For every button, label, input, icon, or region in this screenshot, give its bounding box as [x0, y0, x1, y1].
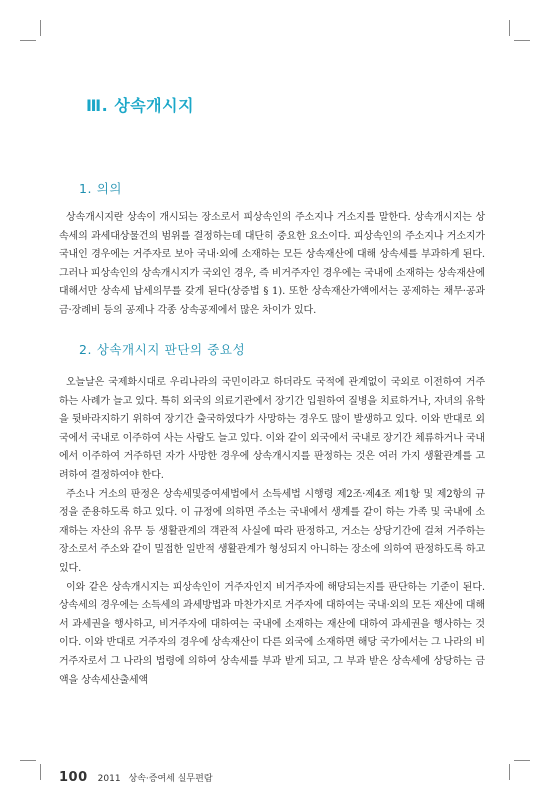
section-body-importance — [59, 374, 485, 690]
footer-year: 2011 — [97, 774, 121, 784]
crop-mark-top-right-v — [509, 20, 510, 36]
crop-mark-bottom-right-v — [509, 764, 510, 780]
page-footer — [59, 770, 213, 785]
paragraph: 주소나 거소의 판정은 상속세및증여세법에서 소득세법 시행령 제2조·제4조 제1항 및 제2항의 규정을 준용하도록 하고 있다. 이 규정에 의하면 주소는 국내에서 생계를 같이 하는 가족 및 국내에 소재하는 자산의 유무 등 생활관계의 객관적 사실에 따라 판정하고, 거소는 상당기간에 걸쳐 거주하는 장소로서 주소와 같이 밀접한 일반적 생활관계가 형성되지 아니하는 장소에 의하여 판정하도록 하고 있다. — [59, 488, 485, 574]
paragraph: 오늘날은 국제화시대로 우리나라의 국민이라고 하더라도 국적에 관계없이 국외로 이전하여 거주하는 사례가 늘고 있다. 특히 외국의 의료기관에서 장기간 입원하여 질병을 치료하거나, 자녀의 유학을 뒷바라지하기 위하여 장기간 출국하였다가 사망하는 경우도 많이 발생하고 있다. 이와 반대로 외국에서 국내로 이주하여 사는 사람도 늘고 있다. 이와 같이 외국에서 국내로 장기간 체류하거나 국내에서 이주하여 거주하던 자가 사망한 경우에 상속개시지를 판정하는 것은 여러 가지 생활관계를 고려하여 결정하여야 한다. — [59, 377, 485, 481]
crop-mark-top-left-h — [20, 40, 36, 41]
chapter-title: Ⅲ. 상속개시지 — [86, 96, 195, 115]
crop-mark-bottom-left-h — [20, 760, 36, 761]
page-number: 100 — [59, 770, 88, 785]
paragraph: 상속개시지란 상속이 개시되는 장소로서 피상속인의 주소지나 거소지를 말한다. 상속개시지는 상속세의 과세대상물건의 범위를 결정하는데 대단히 중요한 요소이다. 피상속인의 주소지나 거소지가 국내인 경우에는 거주자로 보아 국내·외에 소재하는 모든 상속재산에 대해 상속세를 부과하게 된다. 그러나 피상속인의 상속개시지가 국외인 경우, 즉 비거주자인 경우에는 국내에 소재하는 상속재산에 대해서만 상속세 납세의무를 갖게 된다(상증법 § 1). 또한 상속재산가액에서는 공제하는 채무·공과금·장례비 등의 공제나 각종 상속공제에서 많은 차이가 있다. — [59, 212, 485, 316]
section-heading-meaning: 1. 의의 — [79, 181, 123, 196]
footer-book-title: 상속·증여세 실무편람 — [128, 774, 213, 784]
crop-mark-top-right-h — [514, 40, 530, 41]
paragraph: 이와 같은 상속개시지는 피상속인이 거주자인지 비거주자에 해당되는지를 판단하는 기준이 된다. 상속세의 경우에는 소득세의 과세방법과 마찬가지로 거주자에 대하여는 국내·외의 모든 재산에 대해서 과세권을 행사하고, 비거주자에 대하여는 국내에 소재하는 재산에 대하여 과세권을 행사하는 것이다. 이와 반대로 거주자의 경우에 상속재산이 다른 외국에 소재하면 해당 국가에서는 그 나라의 비거주자로서 그 나라의 법령에 의하여 상속세를 부과 받게 되고, 그 부과 받은 상속세에 상당하는 금액을 상속세산출세액 — [59, 581, 485, 686]
crop-mark-bottom-right-h — [514, 760, 530, 761]
crop-mark-top-left-v — [40, 20, 41, 36]
section-heading-importance: 2. 상속개시지 판단의 중요성 — [79, 342, 246, 357]
crop-mark-bottom-left-v — [40, 764, 41, 780]
section-body-meaning — [59, 209, 485, 321]
